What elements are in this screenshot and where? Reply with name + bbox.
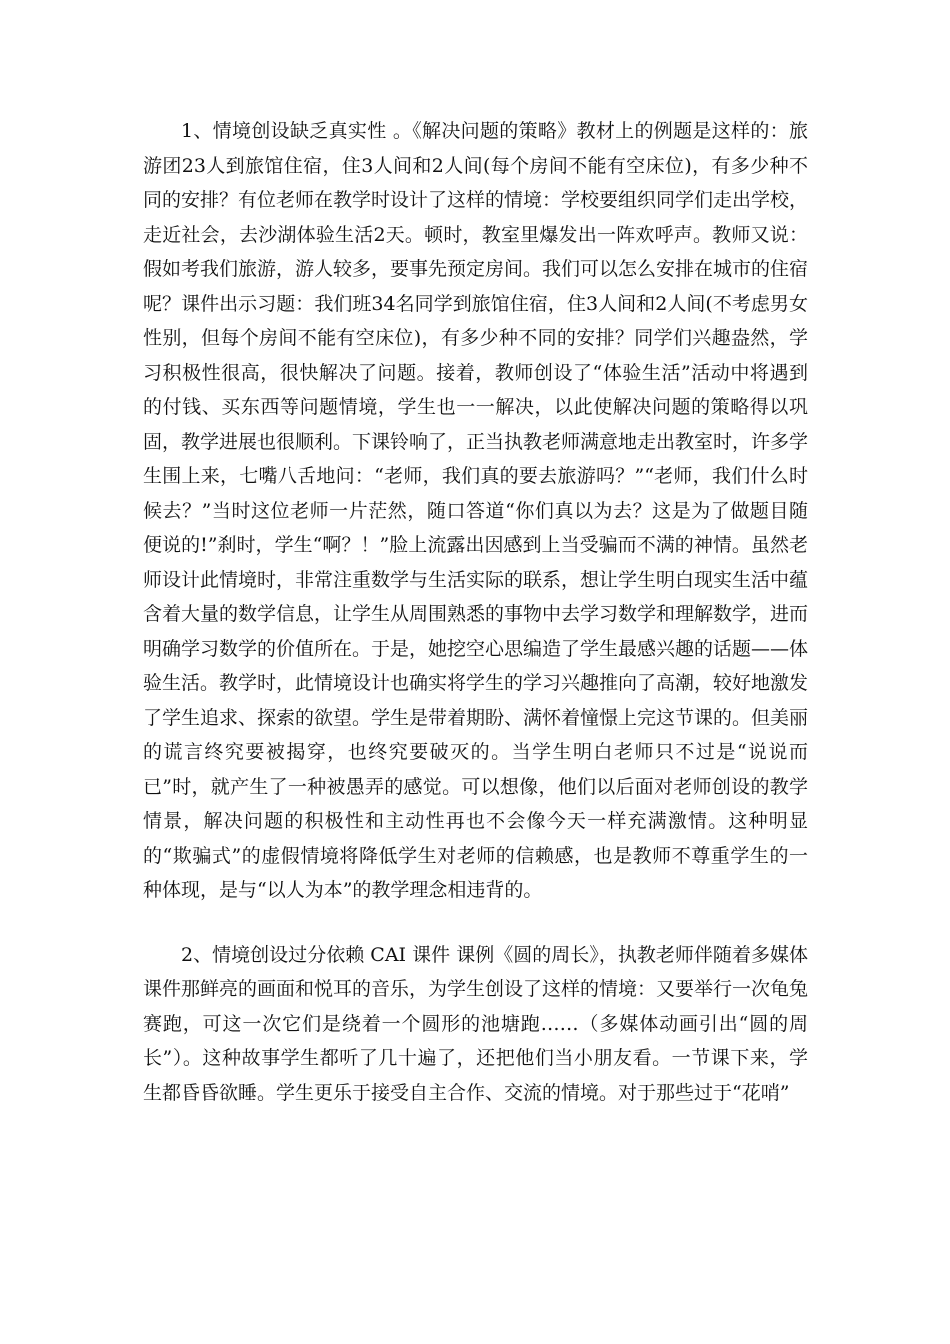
paragraph-2: 2、情境创设过分依赖 CAI 课件 课例《圆的周长》，执教老师伴随着多媒体课件那鲜亮的画面和悦耳的音乐，为学生创设了这样的情境：又要举行一次龟兔赛跑，可这一次它们是绕着一个圆形的池塘跑……（多媒体动画引出“圆的周长”）。这种故事学生都听了几十遍了，还把他们当小朋友看。一节课下来，学生都昏昏欲睡。学生更乐于接受自主合作、交流的情境。对于那些过于“花哨” — [143, 943, 809, 1104]
paragraph-1: 1、情境创设缺乏真实性 。《解决问题的策略》教材上的例题是这样的：旅游团23人到旅馆住宿，住3人间和2人间(每个房间不能有空床位)，有多少种不同的安排？有位老师在教学时设计了这样的情境：学校要组织同学们走出学校，走近社会，去沙湖体验生活2天。顿时，教室里爆发出一阵欢呼声。教师又说：假如考我们旅游，游人较多，要事先预定房间。我们可以怎么安排在城市的住宿呢？课件出示习题：我们班34名同学到旅馆住宿，住3人间和2人间(不考虑男女性别，但每个房间不能有空床位)，有多少种不同的安排？同学们兴趣盎然，学习积极性很高，很快解决了问题。接着，教师创设了“体验生活”活动中将遇到的付钱、买东西等问题情境，学生也一一解决，以此使解决问题的策略得以巩固，教学进展也很顺利。下课铃响了，正当执教老师满意地走出教室时，许多学生围上来，七嘴八舌地问：“老师，我们真的要去旅游吗？”“老师，我们什么时候去？”当时这位老师一片茫然，随口答道“你们真以为去？这是为了做题目随便说的!”刹时，学生“啊？！”脸上流露出因感到上当受骗而不满的神情。虽然老师设计此情境时，非常注重数学与生活实际的联系，想让学生明白现实生活中蕴含着大量的数学信息，让学生从周围熟悉的事物中去学习数学和理解数学，进而明确学习数学的价值所在。于是，她挖空心思编造了学生最感兴趣的话题——体验生活。教学时，此情境设计也确实将学生的学习兴趣推向了高潮，较好地激发了学生追求、探索的欲望。学生是带着期盼、满怀着憧憬上完这节课的。但美丽的谎言终究要被揭穿，也终究要破灭的。当学生明白老师只不过是“说说而已”时，就产生了一种被愚弄的感觉。可以想像，他们以后面对老师创设的教学情景，解决问题的积极性和主动性再也不会像今天一样充满激情。这种明显的“欺骗式”的虚假情境将降低学生对老师的信赖感，也是教师不尊重学生的一种体现，是与“以人为本”的教学理念相违背的。 — [143, 120, 809, 901]
document-body — [143, 114, 808, 1110]
